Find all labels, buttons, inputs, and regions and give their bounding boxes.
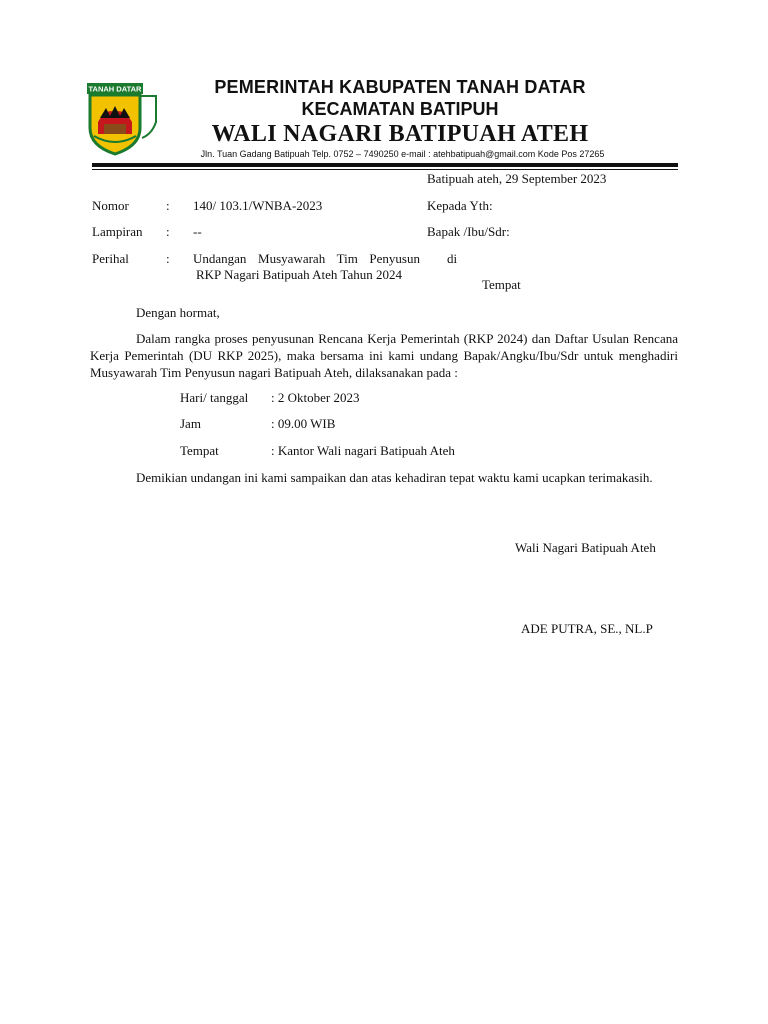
perihal-value-line1: Undangan Musyawarah Tim Penyusun xyxy=(193,251,420,266)
letterhead-government: PEMERINTAH KABUPATEN TANAH DATAR xyxy=(214,77,586,97)
schedule-time-label: Jam xyxy=(180,416,201,431)
recipient-bapak: Bapak /Ibu/Sdr: xyxy=(427,224,510,239)
recipient-tempat: Tempat xyxy=(482,277,521,292)
body-paragraph: Dalam rangka proses penyusunan Rencana Kerja Pemerintah (RKP 2024) dan Daftar Usulan Rencana Kerja Pemerintah (DU RKP 2025), maka bersama ini kami undang Bapak/Angku/Ibu/Sdr untuk menghadiri Musyawarah Tim Penyusun nagari Batipuah Ateh, dilaksanakan pada : xyxy=(90,331,678,380)
letterhead-office: WALI NAGARI BATIPUAH ATEH xyxy=(211,121,589,147)
signature-title: Wali Nagari Batipuah Ateh xyxy=(515,540,656,555)
perihal-label: Perihal xyxy=(92,251,129,266)
perihal-colon: : xyxy=(166,251,170,266)
closing-paragraph: Demikian undangan ini kami sampaikan dan atas kehadiran tepat waktu kami ucapkan terimakasih. xyxy=(136,470,653,485)
nomor-label: Nomor xyxy=(92,198,129,213)
tanah-datar-logo xyxy=(86,82,160,156)
letterhead-district: KECAMATAN BATIPUH xyxy=(301,99,499,119)
place-date: Batipuah ateh, 29 September 2023 xyxy=(427,171,607,186)
lampiran-value: -- xyxy=(193,224,202,239)
perihal-value-line2: RKP Nagari Batipuah Ateh Tahun 2024 xyxy=(196,267,402,282)
schedule-place-label: Tempat xyxy=(180,443,219,458)
schedule-place-value: : Kantor Wali nagari Batipuah Ateh xyxy=(271,443,455,458)
greeting: Dengan hormat, xyxy=(136,305,220,320)
letterhead-address: Jln. Tuan Gadang Batipuah Telp. 0752 – 7490250 e-mail : atehbatipuah@gmail.com Kode Pos 27265 xyxy=(200,149,605,159)
schedule-day-label: Hari/ tanggal xyxy=(180,390,249,405)
recipient-di: di xyxy=(447,251,458,266)
lampiran-colon: : xyxy=(166,224,170,239)
lampiran-label: Lampiran xyxy=(92,224,143,239)
letterhead xyxy=(150,76,650,148)
schedule-time-value: : 09.00 WIB xyxy=(271,416,336,431)
nomor-colon: : xyxy=(166,198,170,213)
recipient-kepada: Kepada Yth: xyxy=(427,198,493,213)
schedule-day-value: : 2 Oktober 2023 xyxy=(271,390,360,405)
letterhead-divider-thick xyxy=(92,163,678,167)
logo-text: TANAH DATAR xyxy=(88,84,142,94)
letterhead-divider-thin xyxy=(92,169,678,170)
nomor-value: 140/ 103.1/WNBA-2023 xyxy=(193,198,323,213)
signature-name: ADE PUTRA, SE., NL.P xyxy=(521,621,653,636)
